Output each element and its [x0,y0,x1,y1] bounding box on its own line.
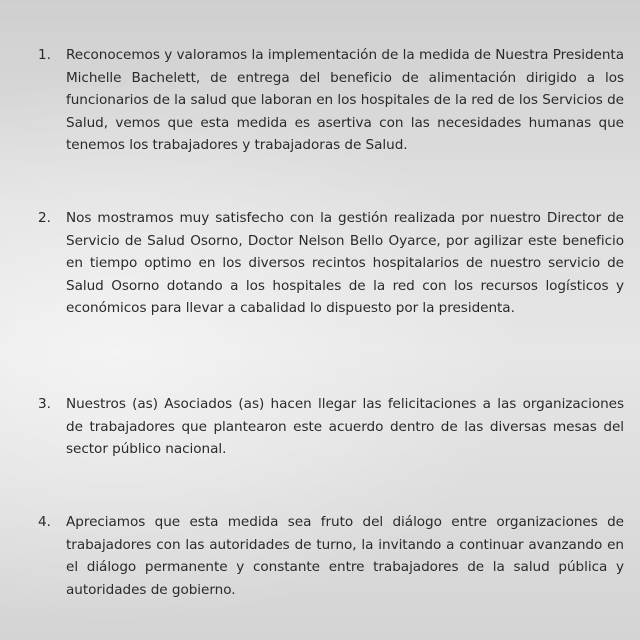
item-number: 2. [38,210,51,226]
item-text: Reconocemos y valoramos la implementación de la medida de Nuestra Presidenta Michelle Bachelett, de entrega del beneficio de alimentación dirigido a los funcionarios de la salud que laboran en los hospitales de la red de los Servicios de Salud, vemos que esta medida es asertiva con las necesidades humanas que tenemos los trabajadores y trabajadoras de Salud. [66,47,624,153]
item-text: Nuestros (as) Asociados (as) hacen llegar las felicitaciones a las organizaciones de trabajadores que plantearon este acuerdo dentro de las diversas mesas del sector público nacional. [66,396,624,457]
list-item [38,207,624,320]
item-number: 4. [38,514,51,530]
item-number: 3. [38,396,51,412]
item-text: Nos mostramos muy satisfecho con la gestión realizada por nuestro Director de Servicio de Salud Osorno, Doctor Nelson Bello Oyarce, por agilizar este beneficio en tiempo optimo en los diversos recintos hospitalarios de nuestro servicio de Salud Osorno dotando a los hospitales de la red con los recursos logísticos y económicos para llevar a cabalidad lo dispuesto por la presidenta. [66,210,624,316]
list-item [38,44,624,157]
list-item [38,511,624,601]
list-item [38,393,624,461]
item-text: Apreciamos que esta medida sea fruto del diálogo entre organizaciones de trabajadores con las autoridades de turno, la invitando a continuar avanzando en el diálogo permanente y constante entre trabajadores de la salud pública y autoridades de gobierno. [66,514,624,598]
item-number: 1. [38,47,51,63]
